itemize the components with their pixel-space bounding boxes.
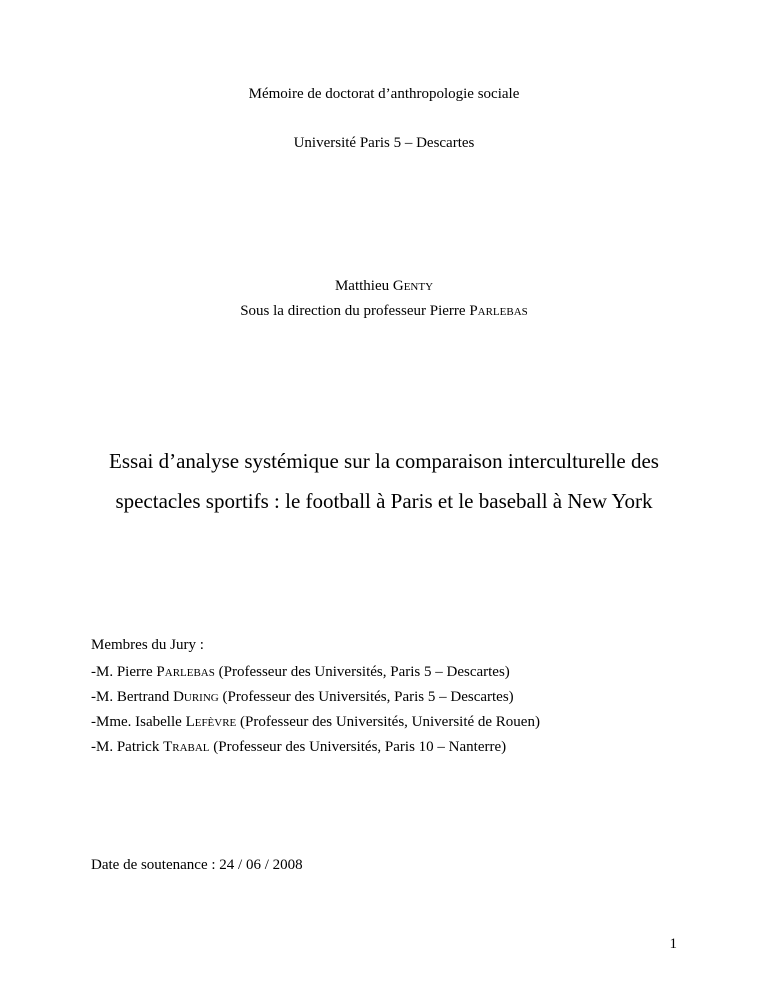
degree-line: Mémoire de doctorat d’anthropologie sociale xyxy=(248,86,520,102)
jury-member-role: (Professeur des Universités, Paris 10 – Nanterre) xyxy=(213,739,507,755)
jury-member xyxy=(91,688,514,706)
jury-member-prefix: -Mme. Isabelle xyxy=(91,714,182,730)
jury-member-prefix: -M. Patrick xyxy=(91,739,160,755)
jury-member-surname: Parlebas xyxy=(156,664,215,680)
jury-member-surname: During xyxy=(173,689,219,705)
jury-member-surname: Trabal xyxy=(163,739,210,755)
jury-member-prefix: -M. Bertrand xyxy=(91,689,170,705)
jury-member-role: (Professeur des Universités, Université de Rouen) xyxy=(240,714,540,730)
jury-member xyxy=(91,663,510,681)
defense-date: Date de soutenance : 24 / 06 / 2008 xyxy=(91,857,303,873)
supervisor-last-name: Parlebas xyxy=(469,303,528,319)
university-line: Université Paris 5 – Descartes xyxy=(293,135,475,151)
page-number: 1 xyxy=(669,936,677,952)
author-last-name: Genty xyxy=(392,278,434,294)
jury-member-prefix: -M. Pierre xyxy=(91,664,153,680)
jury-heading: Membres du Jury : xyxy=(91,637,204,653)
jury-member xyxy=(91,713,540,731)
supervision-line xyxy=(0,302,768,320)
supervision-prefix: Sous la direction du professeur Pierre xyxy=(240,303,466,319)
jury-member-surname: Lefèvre xyxy=(185,714,237,730)
author-first-name: Matthieu xyxy=(334,278,390,294)
jury-member-role: (Professeur des Universités, Paris 5 – Descartes) xyxy=(222,689,514,705)
thesis-title-line-2: spectacles sportifs : le football à Paris et le baseball à New York xyxy=(115,489,653,513)
author-line xyxy=(0,277,768,295)
thesis-title-line-1: Essai d’analyse systémique sur la comparaison interculturelle des xyxy=(109,449,659,473)
jury-member xyxy=(91,738,506,756)
jury-member-role: (Professeur des Universités, Paris 5 – Descartes) xyxy=(218,664,510,680)
